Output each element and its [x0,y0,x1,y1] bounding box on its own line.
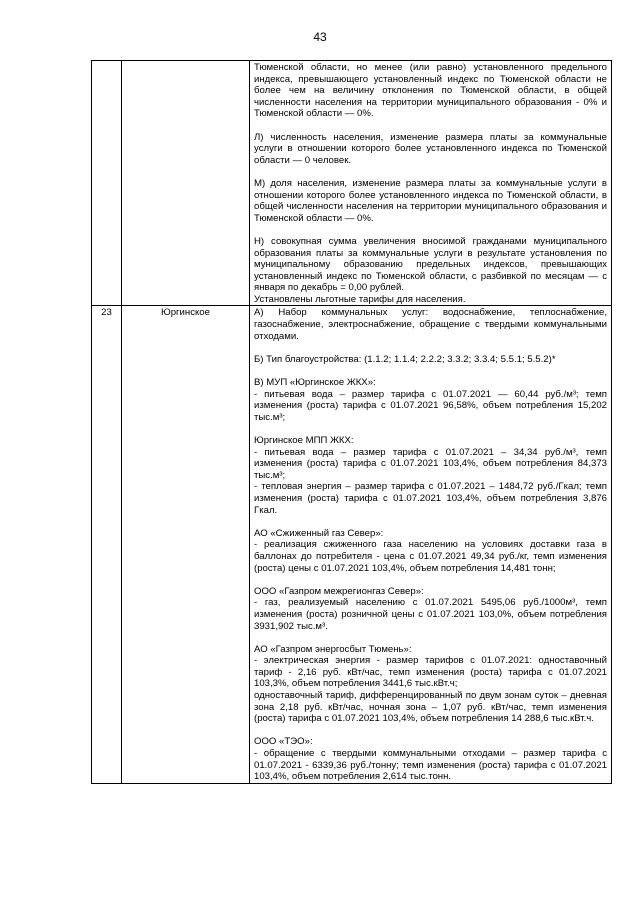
paragraph-gap [254,725,607,737]
paragraph: Юргинское МПП ЖКХ: [254,435,354,446]
paragraph-gap [254,224,607,236]
paragraph: Н) совокупная сумма увеличения вносимой гражданами муниципального образования платы за коммунальные услуги в результате установления по муниципальному образованию предельных индексов, превышающих установленный индекс по Тюменской области, с разбивкой по месяцам — с января по декабрь = 0,00 рублей. [254,235,607,294]
municipal-tariff-table [91,60,612,784]
paragraph: АО «Газпром энергосбыт Тюмень»: [254,643,412,655]
municipality-name-cell: Юргинское [122,306,250,783]
paragraph-gap [254,342,607,354]
row-number-cell: 23 [92,306,122,783]
paragraph: - обращение с твердыми коммунальными отходами – размер тарифа с 01.07.2021 - 6339,36 руб./тонну; темп изменения (роста) тарифа с 01.07.2021 103,4%, объем потребления 2,614 тыс.тонн. [254,748,607,783]
description-cell [250,61,612,306]
paragraph: - реализация сжиженного газа населению на условиях доставки газа в баллонах до потребителя - цена с 01.07.2021 49,34 руб./кг, темп изменения (роста) цены с 01.07.2021 103,4%, объем потребления 14,481 тонн; [254,539,607,574]
paragraph: АО «Сжиженный газ Север»: [254,527,384,539]
paragraph: - газ, реализуемый населению с 01.07.2021 5495,06 руб./1000м³, темп изменения (роста) розничной цены с 01.07.2021 103,0%, объем потребления 3931,902 тыс.м³. [254,597,607,632]
paragraph: Б) Тип благоустройства: (1.1.2; 1.1.4; 2.2.2; 3.3.2; 3.3.4; 5.5.1; 5.5.2)* [254,353,556,365]
page-number: 43 [313,30,327,44]
description-cell [250,306,612,783]
paragraph: одноставочный тариф, дифференцированный по двум зонам суток – дневная зона 2,18 руб. кВт/час, ночная зона – 1,07 руб. кВт/час, темп изменения (роста) тарифа с 01.07.2021 103,4%, объем потребления 14 288,6 тыс.кВт.ч. [254,690,607,725]
paragraph-gap [254,423,607,435]
paragraph: - питьевая вода – размер тарифа с 01.07.2021 – 34,34 руб./м³, темп изменения (роста) тарифа с 01.07.2021 103,4%, объем потребления 84,373 тыс.м³; [254,446,607,481]
paragraph: М) доля населения, изменение размера платы за коммунальные услуги в отношении которого более установленного индекса по Тюменской области, в общей численности населения на территории муниципального образования и Тюменской области — 0%. [254,177,607,224]
paragraph: А) Набор коммунальных услуг: водоснабжение, теплоснабжение, газоснабжение, электроснабжение, обращение с твердыми коммунальными отходами. [254,307,607,342]
paragraph: - питьевая вода – размер тарифа с 01.07.2021 — 60,44 руб./м³; темп изменения (роста) тарифа с 01.07.2021 96,58%, объем потребления 15,202 тыс.м³; [254,388,607,423]
table-row-continued [92,61,612,306]
paragraph: Установлены льготные тарифы для населения. [254,293,466,305]
paragraph-gap [254,574,607,586]
paragraph: Л) численность населения, изменение размера платы за коммунальные услуги в отношении которого более установленного индекса по Тюменской области — 0 человек. [254,131,607,166]
table-row-23 [92,306,612,783]
paragraph: Тюменской области, но менее (или равно) установленного предельного индекса, превышающего установленный индекс по Тюменской области не более чем на величину отклонения по Тюменской области, в общей численности населения на территории муниципального образования - 0% и Тюменской области — 0%. [254,62,607,120]
paragraph: - электрическая энергия - размер тарифов с 01.07.2021: одноставочный тариф - 2,16 руб. кВт/час, темп изменения (роста) тарифа с 01.07.2021 103,3%, объем потребления 3441,6 тыс.кВт.ч; [254,655,607,690]
paragraph-gap [254,632,607,644]
paragraph: ООО «Газпром межрегионгаз Север»: [254,585,424,597]
paragraph-gap [254,365,607,377]
municipality-name-cell [122,61,250,306]
description-body [254,62,607,305]
paragraph-gap [254,166,607,178]
description-body [254,307,607,782]
paragraph: В) МУП «Юргинское ЖКХ»: [254,377,376,389]
row-number-cell [92,61,122,306]
paragraph: ООО «ТЭО»: [254,736,313,748]
paragraph-gap [254,516,607,528]
paragraph: - тепловая энергия – размер тарифа с 01.07.2021 – 1484,72 руб./Гкал; темп изменения (роста) тарифа с 01.07.2021 103,4%, объем потребления 3,876 Гкал. [254,481,607,516]
paragraph-gap [254,120,607,132]
